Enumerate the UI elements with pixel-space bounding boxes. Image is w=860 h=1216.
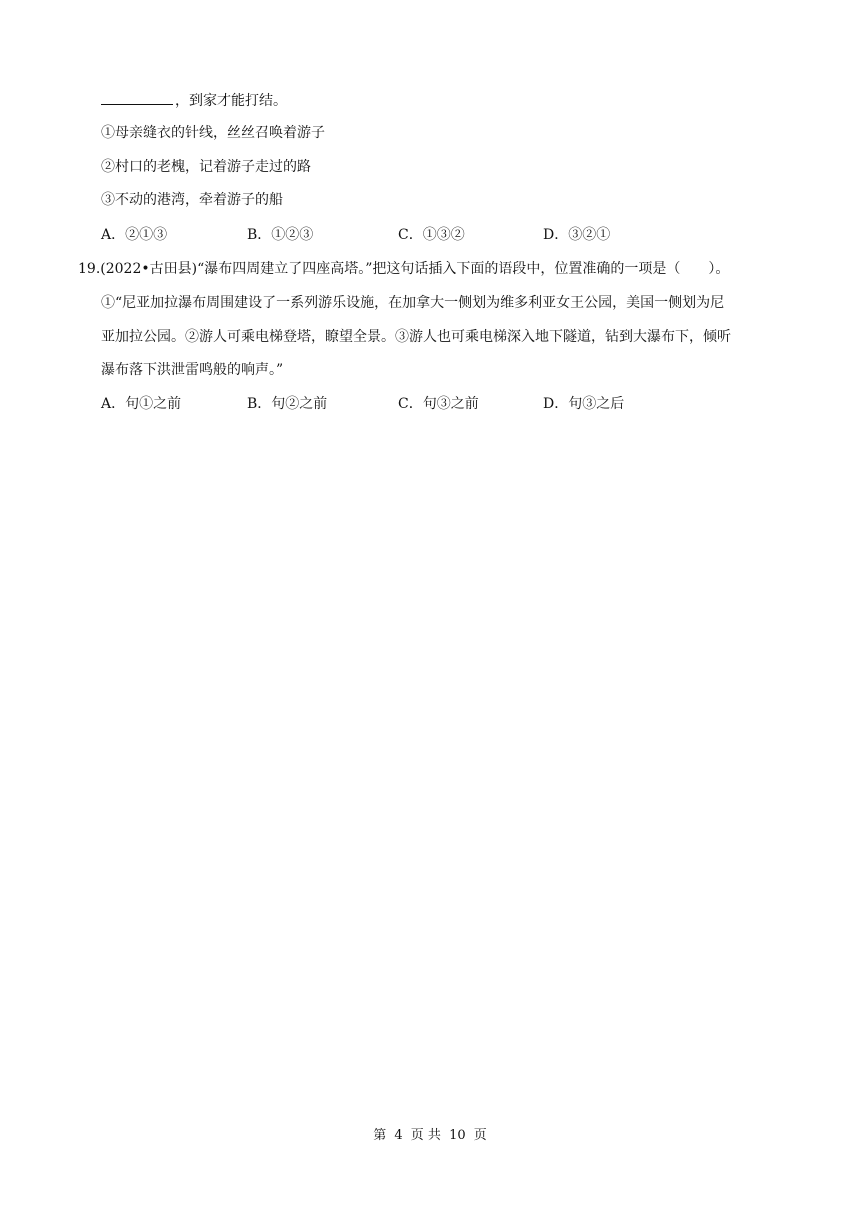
q19-passage-line-1: ①“尼亚加拉瀑布周围建设了一系列游乐设施，在加拿大一侧划为维多利亚女王公园，美国一侧划为尼 [101,295,725,311]
q18-blank-line [101,90,287,111]
q18-blank-suffix: ，到家才能打结。 [175,93,287,109]
q19-option-c: C．句③之前 [398,396,479,412]
q19-stem-line [78,259,729,279]
q18-item-2: ②村口的老槐，记着游子走过的路 [101,159,311,175]
answer-blank [101,90,173,105]
page-footer [0,1127,860,1145]
footer-suffix: 页 [473,1128,487,1143]
q19-number: 19. [78,261,101,277]
q18-option-b: B．①②③ [247,227,314,243]
footer-middle: 页 共 [410,1128,441,1143]
q19-option-a: A．句①之前 [101,396,182,412]
footer-prefix: 第 [373,1128,387,1143]
q19-passage-line-2: 亚加拉公园。②游人可乘电梯登塔，瞭望全景。③游人也可乘电梯深入地下隧道，钻到大瀑布下，倾听 [101,329,731,345]
footer-total-pages: 10 [449,1128,466,1143]
footer-page-number: 4 [394,1128,403,1143]
q19-passage-line-3: 瀑布落下洪泄雷鸣般的响声。” [101,362,284,378]
q18-option-d: D．③②① [543,227,611,243]
q18-item-1: ①母亲缝衣的针线，丝丝召唤着游子 [101,125,325,141]
q18-option-a: A．②①③ [101,227,168,243]
q19-stem: (2022•古田县)“瀑布四周建立了四座高塔。”把这句话插入下面的语段中，位置准确的一项是（ ）。 [100,261,730,277]
q19-option-d: D．句③之后 [543,396,625,412]
q18-option-c: C．①③② [398,227,465,243]
q19-option-b: B．句②之前 [247,396,328,412]
q18-item-3: ③不动的港湾，牵着游子的船 [101,192,283,208]
